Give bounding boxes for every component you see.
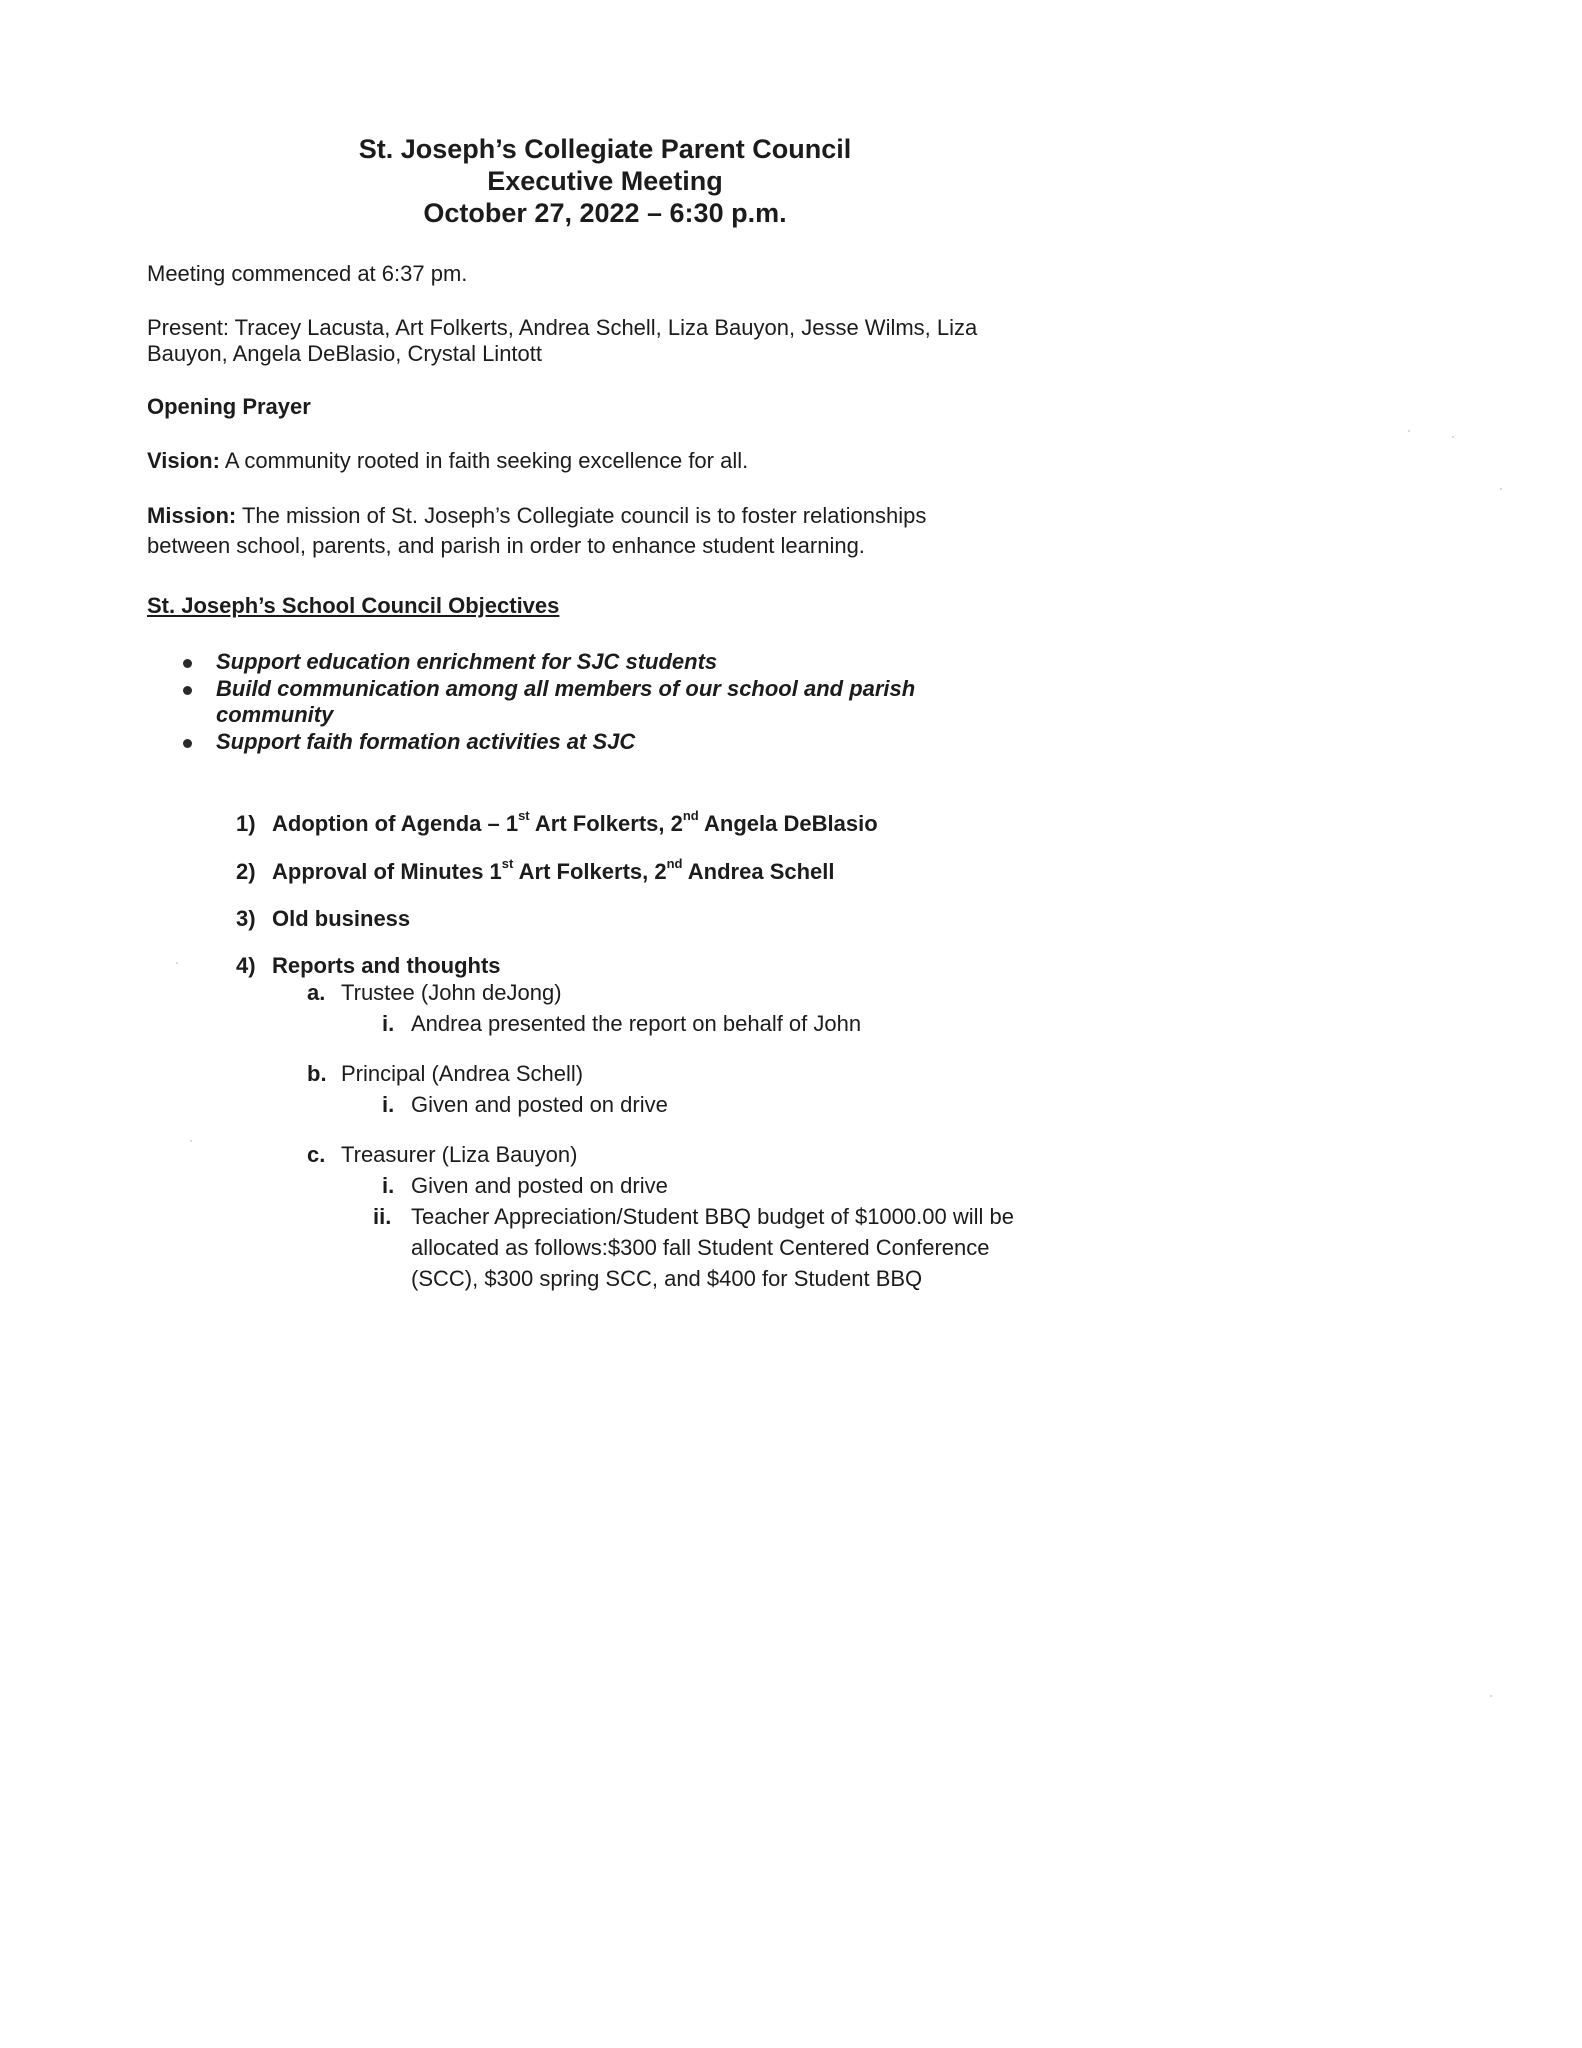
vision-text: A community rooted in faith seeking excellence for all. (219, 448, 749, 473)
agenda-item-1-pre: Adoption of Agenda – 1 (272, 811, 519, 836)
scan-speck (1452, 436, 1454, 438)
scan-speck (1500, 488, 1502, 490)
superscript-nd: nd (666, 856, 683, 871)
agenda-number-1: 1) (236, 811, 256, 836)
agenda-item-1-post: Angela DeBlasio (698, 811, 878, 836)
scan-speck (1408, 430, 1410, 432)
opening-prayer-heading: Opening Prayer (147, 394, 311, 419)
agenda-item-4: Reports and thoughts (272, 953, 501, 978)
subitem-c-ii-line-2: allocated as follows:$300 fall Student Centered Conference (411, 1235, 990, 1260)
objectives-heading: St. Joseph’s School Council Objectives (147, 593, 560, 618)
mission-statement-line-2: between school, parents, and parish in order to enhance student learning. (147, 533, 865, 558)
vision-label: Vision: (147, 448, 220, 473)
scan-speck (190, 1140, 192, 1142)
subitem-c-text: Treasurer (Liza Bauyon) (341, 1142, 578, 1167)
subitem-a-i-num: i. (382, 1011, 395, 1036)
subitem-c-i-text: Given and posted on drive (411, 1173, 668, 1198)
header-org: St. Joseph’s Collegiate Parent Council (358, 134, 852, 164)
agenda-item-1-mid: Art Folkerts, 2 (529, 811, 683, 836)
subitem-a-i-text: Andrea presented the report on behalf of John (411, 1011, 862, 1036)
present-line-1: Present: Tracey Lacusta, Art Folkerts, Andrea Schell, Liza Bauyon, Jesse Wilms, Liza (147, 315, 978, 340)
superscript-nd: nd (682, 808, 699, 823)
agenda-item-2-post: Andrea Schell (682, 859, 835, 884)
present-line-2: Bauyon, Angela DeBlasio, Crystal Lintott (147, 341, 543, 366)
objective-item-2-line-1: Build communication among all members of our school and parish (216, 676, 916, 701)
mission-text-1: The mission of St. Joseph’s Collegiate council is to foster relationships (236, 503, 927, 528)
mission-statement-line-1 (147, 502, 926, 529)
subitem-c-i-num: i. (382, 1173, 395, 1198)
objective-item-3: Support faith formation activities at SJC (216, 729, 636, 754)
subitem-c-ii-line-3: (SCC), $300 spring SCC, and $400 for Student BBQ (411, 1266, 923, 1291)
bullet-icon (183, 659, 192, 668)
agenda-item-2-mid: Art Folkerts, 2 (513, 859, 667, 884)
header-meeting: Executive Meeting (487, 166, 723, 196)
meeting-commenced: Meeting commenced at 6:37 pm. (147, 261, 468, 286)
subitem-c-ii-num: ii. (373, 1204, 392, 1229)
agenda-item-3: Old business (272, 906, 411, 931)
subitem-b-i-text: Given and posted on drive (411, 1092, 668, 1117)
agenda-number-3: 3) (236, 906, 256, 931)
subitem-letter-a: a. (307, 980, 326, 1005)
superscript-st: st (518, 808, 530, 823)
objective-item-1: Support education enrichment for SJC students (216, 649, 718, 674)
bullet-icon (183, 739, 192, 748)
agenda-number-2: 2) (236, 859, 256, 884)
subitem-b-text: Principal (Andrea Schell) (341, 1061, 584, 1086)
subitem-b-i-num: i. (382, 1092, 395, 1117)
subitem-letter-c: c. (307, 1142, 326, 1167)
agenda-item-1 (272, 810, 878, 837)
header-date: October 27, 2022 – 6:30 p.m. (423, 198, 787, 228)
vision-statement (147, 447, 748, 474)
scan-speck (176, 962, 178, 964)
agenda-item-2-pre: Approval of Minutes 1 (272, 859, 502, 884)
superscript-st: st (501, 856, 514, 871)
agenda-item-2 (272, 858, 835, 885)
scan-speck (1490, 1695, 1492, 1697)
objective-item-2-line-2: community (216, 702, 334, 727)
subitem-letter-b: b. (307, 1061, 327, 1086)
bullet-icon (183, 686, 192, 695)
agenda-number-4: 4) (236, 953, 256, 978)
subitem-a-text: Trustee (John deJong) (341, 980, 562, 1005)
subitem-c-ii-line-1: Teacher Appreciation/Student BBQ budget of $1000.00 will be (411, 1204, 1014, 1229)
mission-label: Mission: (147, 503, 237, 528)
